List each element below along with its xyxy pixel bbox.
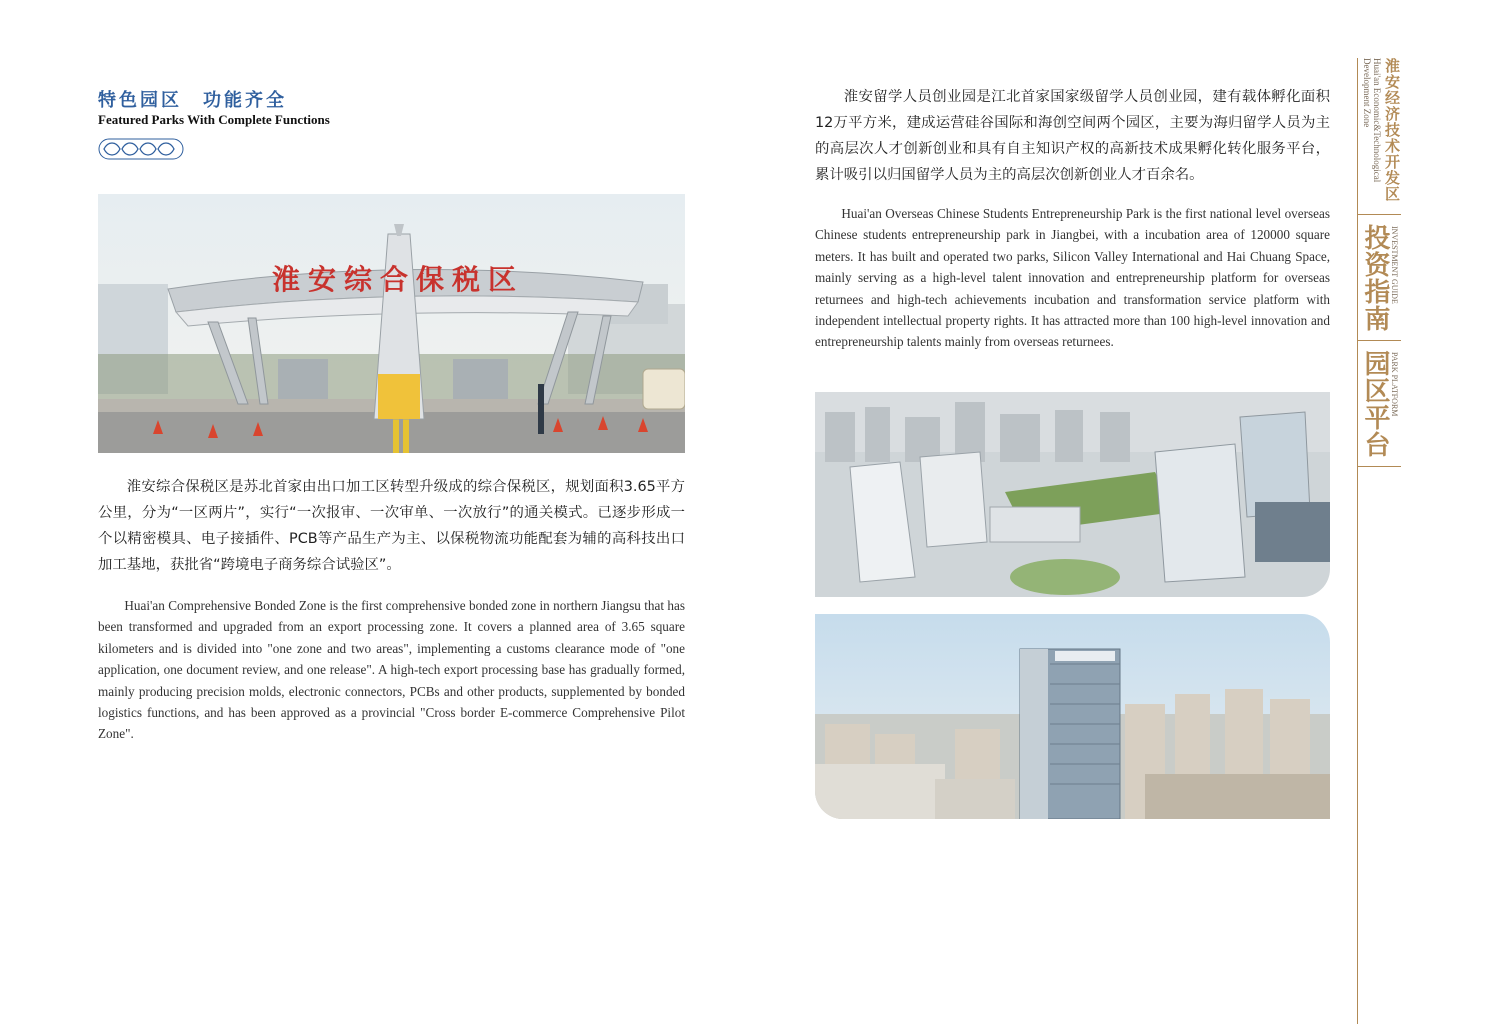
gate-sign-text: 淮安综合保税区 xyxy=(271,263,525,296)
sidebar-zone-title-en: Huai'an Economic&Technological Development Zone xyxy=(1362,58,1382,183)
section-heading-en: Featured Parks With Complete Functions xyxy=(98,112,330,127)
bonded-zone-description-en: Huai'an Comprehensive Bonded Zone is the first comprehensive bonded zone in northern Jiangsu that has been transformed and upgraded from an export processing zone. It covers a planned area of 3.65 square kilometers and is divided into "one zone and two areas", implementing a customs clearance mode of "one application, one document review, and one release". A high-tech export processing base has gradually formed, mainly producing precision molds, electronic connectors, PCBs and other products, supplemented by bonded logistics functions, and has been approved as a provincial "Cross border E-commerce Comprehensive Pilot Zone". xyxy=(98,598,685,742)
bonded-zone-description-cn: 淮安综合保税区是苏北首家由出口加工区转型升级成的综合保税区，规划面积3.65平方公里，分为“一区两片”，实行“一次报审、一次审单、一次放行”的通关模式。已逐步形成一个以精密模具、电子接插件、PCB等产品生产为主、以保税物流功能配套为辅的高科技出口加工基地，获批省“跨境电子商务综合试验区”。 xyxy=(98,479,685,573)
sidebar-guide-title-cn: 投资指南 xyxy=(1360,224,1390,332)
section-heading-cn: 特色园区 功能齐全 xyxy=(98,90,287,111)
sidebar-rule xyxy=(1357,214,1401,215)
sidebar-divider xyxy=(1357,58,1358,1024)
sidebar-platform-title-cn: 园区平台 xyxy=(1360,350,1390,458)
bonded-zone-gate-photo xyxy=(98,194,685,453)
park-highrise-photo xyxy=(815,614,1330,819)
sidebar-rule xyxy=(1357,466,1401,467)
sidebar-guide-title-en: INVESTMENT GUIDE xyxy=(1390,226,1399,304)
park-aerial-photo xyxy=(815,392,1330,597)
sidebar-rule xyxy=(1357,340,1401,341)
decorative-ornament-icon xyxy=(98,138,184,160)
sidebar-zone-title-cn: 淮安经济技术开发区 xyxy=(1383,58,1401,202)
entrepreneurship-park-description-en: Huai'an Overseas Chinese Students Entrepreneurship Park is the first national level overseas Chinese students entrepreneurship park in Jiangbei, with a incubation area of 120000 square meters. It has built and operated two parks, Silicon Valley International and Hai Chuang Space, mainly serving as a high-level talent innovation and entrepreneurship platform for overseas returnees and high-tech achievements incubation and transformation service platform with independent intellectual property rights. It has attracted more than 100 high-level innovation and entrepreneurship talents mainly from overseas returnees. xyxy=(815,206,1330,350)
entrepreneurship-park-description-cn: 淮安留学人员创业园是江北首家国家级留学人员创业园，建有载体孵化面积12万平方米，建成运营硅谷国际和海创空间两个园区，主要为海归留学人员为主的高层次人才创新创业和具有自主知识产权的高新技术成果孵化转化服务平台，累计吸引以归国留学人员为主的高层次创新创业人才百余名。 xyxy=(815,89,1330,183)
sidebar-platform-title-en: PARK PLATFORM xyxy=(1390,352,1399,417)
